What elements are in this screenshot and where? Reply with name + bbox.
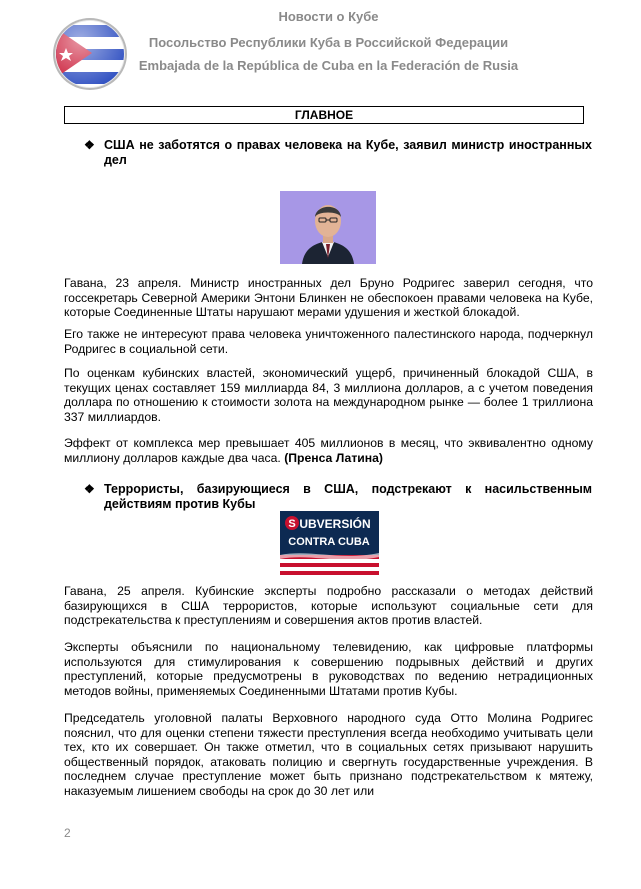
diamond-bullet-icon: ❖: [84, 138, 95, 152]
article1-paragraph-text: Эффект от комплекса мер превышает 405 миллионов в месяц, что эквивалентно одному миллиону долларов каждые два часа.: [64, 436, 593, 465]
header-embassy-ru: Посольство Республики Куба в Российской Федерации: [148, 35, 509, 50]
banner-line2: CONTRA CUBA: [288, 536, 370, 548]
article1-heading: [84, 138, 592, 168]
banner-line1: UBVERSIÓN: [299, 517, 371, 531]
diamond-bullet-icon: ❖: [84, 482, 95, 496]
embassy-logo-icon: [52, 17, 128, 91]
header-embassy-es: Embajada de la República de Cuba en la Federación de Rusia: [138, 58, 519, 73]
svg-text:S: S: [288, 518, 296, 530]
article2-paragraph: Эксперты объяснили по национальному телевидению, как цифровые платформы используются для стимулирования к совершению подрывных действий и других преступлений, которые предусмотрены в руководствах по ведению нетрадиционных методов войны, применяемых Соединенными Штатами против Кубы.: [64, 640, 593, 698]
subversion-banner-image: [280, 511, 379, 575]
article1-paragraph: Его также не интересуют права человека уничтоженного палестинского народа, подчеркнул Родригес в социальной сети.: [64, 327, 593, 356]
article1-source: (Пренса Латина): [284, 450, 383, 465]
article2-paragraph: Председатель уголовной палаты Верховного народного суда Отто Молина Родригес пояснил, что для оценки степени тяжести преступления всегда необходимо учитывать цели тех, кто их совершает. Он также отметил, что в социальных сетях призывают нарушить общественный порядок, атаковать полицию и свергнуть государственные учреждения. В последнем случае преступление может быть признано подстрекательством к мятежу, наказуемым лишением свободы на срок до 30 лет или: [64, 711, 593, 798]
article1-paragraph: Гавана, 23 апреля. Министр иностранных дел Бруно Родригес заверил сегодня, что госсекретарь Северной Америки Энтони Блинкен не обеспокоен правами человека на Кубе, которые Соединенные Штаты нарушают мерами удушения и жесткой блокадой.: [64, 276, 593, 320]
header-title: Новости о Кубе: [278, 9, 379, 24]
article1-paragraph: По оценкам кубинских властей, экономический ущерб, причиненный блокадой США, в текущих ценах составляет 159 миллиарда 84, 3 миллиона долларов, а с учетом поведения доллара по отношению к стоимости золота на международном рынке — более 1 триллиона 337 миллиардов.: [64, 366, 593, 424]
article2-title: Террористы, базирующиеся в США, подстрекают к насильственным действиям против Кубы: [104, 482, 592, 511]
section-title: ГЛАВНОЕ: [64, 106, 584, 124]
page-number: 2: [64, 826, 71, 840]
article1-title: США не заботятся о правах человека на Кубе, заявил министр иностранных дел: [104, 138, 592, 167]
article2-paragraph: Гавана, 25 апреля. Кубинские эксперты подробно рассказали о методах действий базирующихся в США террористов, которые используют социальные сети для подстрекательства к преступлениям и совершения актов против властей.: [64, 584, 593, 628]
article1-paragraph: [64, 436, 593, 465]
minister-photo: [280, 191, 376, 264]
article2-heading: [84, 482, 592, 512]
